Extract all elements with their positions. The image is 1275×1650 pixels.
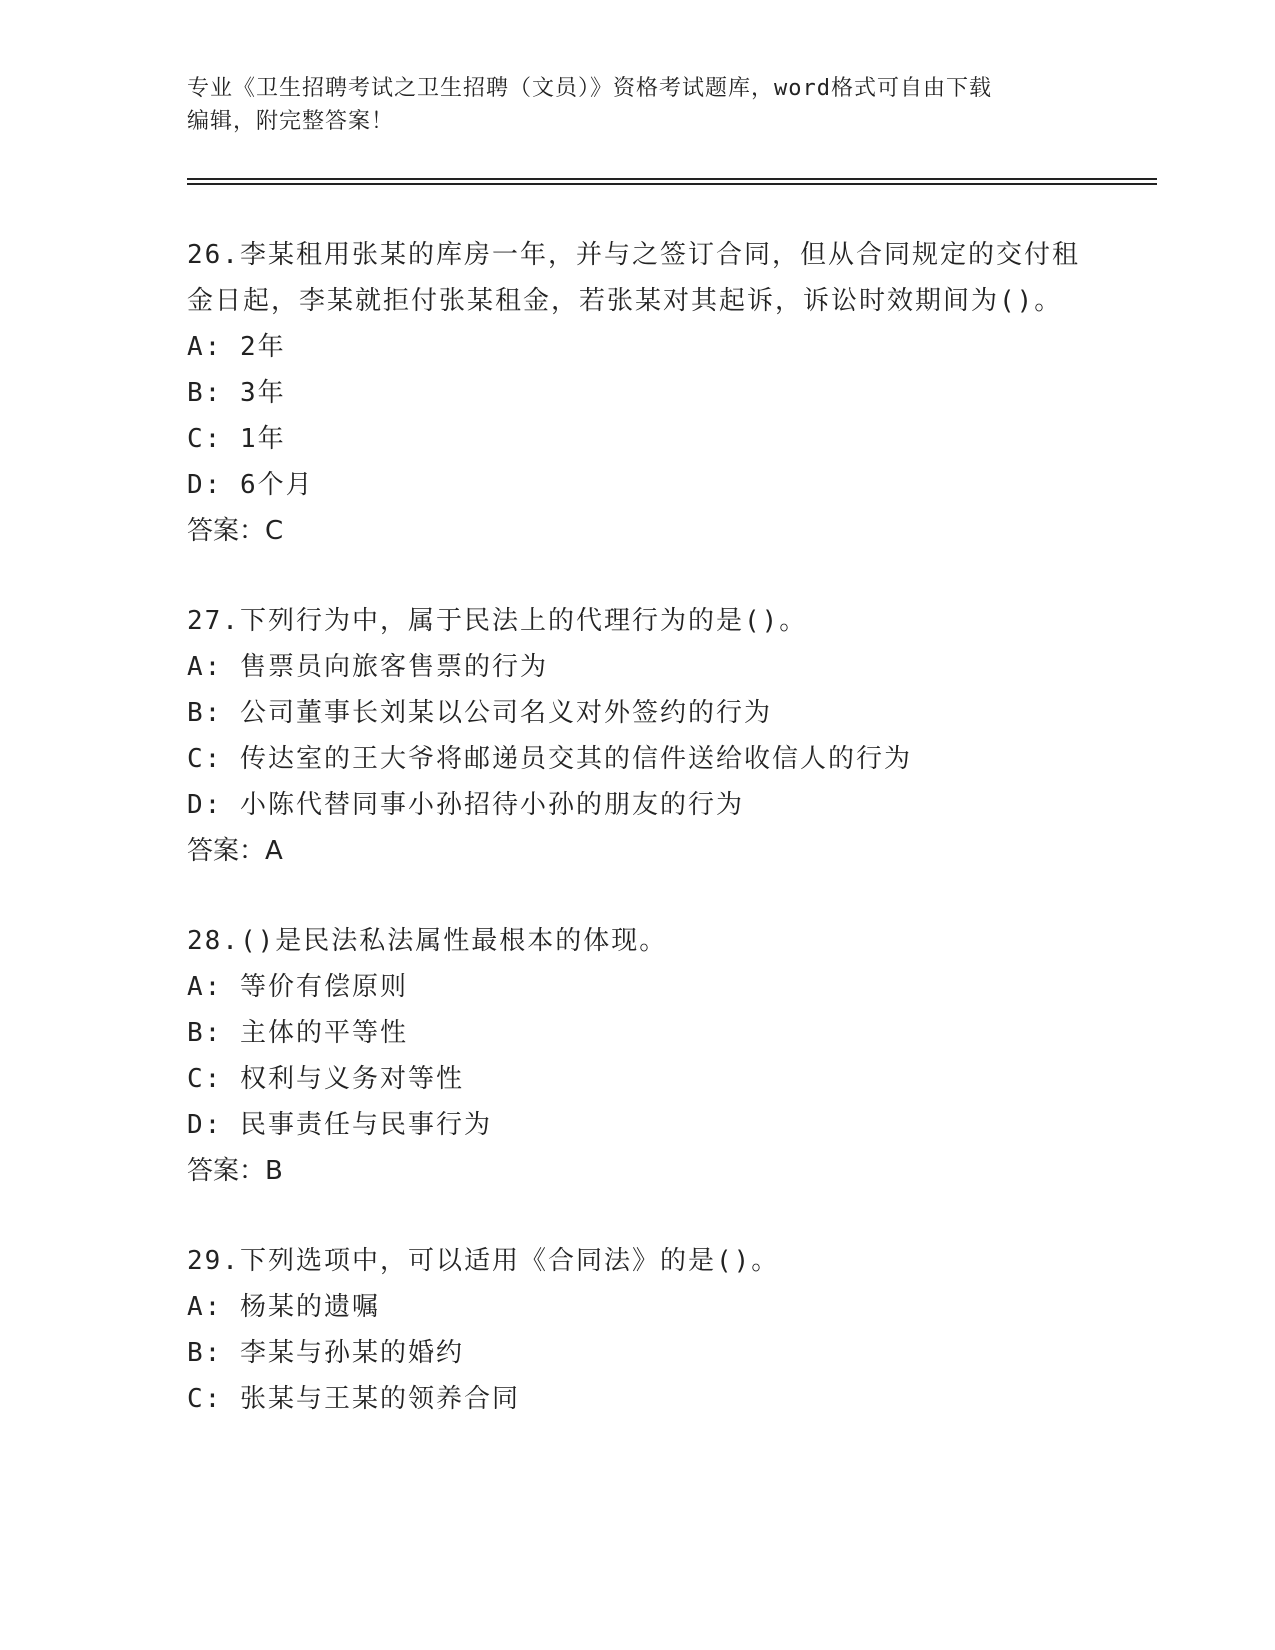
option-c: C: 传达室的王大爷将邮递员交其的信件送给收信人的行为: [187, 744, 912, 774]
option-a: A: 杨某的遗嘱: [187, 1292, 380, 1322]
header-line-1: 专业《卫生招聘考试之卫生招聘（文员）》资格考试题库，word格式可自由下载: [187, 76, 992, 101]
option-c: C: 1年: [187, 424, 286, 454]
answer: 答案：B: [187, 1156, 283, 1186]
question-28: [187, 918, 1087, 1194]
answer: 答案：A: [187, 836, 283, 866]
question-list: [187, 232, 1087, 1466]
question-stem: 29.下列选项中，可以适用《合同法》的是()。: [187, 1246, 780, 1276]
option-a: A: 等价有偿原则: [187, 972, 408, 1002]
option-a: A: 2年: [187, 332, 286, 362]
option-d: D: 小陈代替同事小孙招待小孙的朋友的行为: [187, 790, 744, 820]
document-header: [187, 72, 1067, 138]
question-29: [187, 1238, 1087, 1422]
header-divider-top: [187, 178, 1157, 180]
option-d: D: 民事责任与民事行为: [187, 1110, 492, 1140]
question-stem: 27.下列行为中，属于民法上的代理行为的是()。: [187, 606, 808, 636]
question-26: [187, 232, 1087, 554]
option-b: B: 主体的平等性: [187, 1018, 408, 1048]
answer: 答案：C: [187, 516, 284, 546]
option-b: B: 公司董事长刘某以公司名义对外签约的行为: [187, 698, 772, 728]
question-stem: 28.()是民法私法属性最根本的体现。: [187, 926, 668, 956]
option-b: B: 3年: [187, 378, 286, 408]
option-c: C: 权利与义务对等性: [187, 1064, 464, 1094]
header-line-2: 编辑，附完整答案！: [187, 109, 395, 134]
header-divider-bottom: [187, 183, 1157, 185]
question-stem: 26.李某租用张某的库房一年，并与之签订合同，但从合同规定的交付租金日起，李某就拒付张某租金，若张某对其起诉，诉讼时效期间为()。: [187, 240, 1080, 316]
question-27: [187, 598, 1087, 874]
option-b: B: 李某与孙某的婚约: [187, 1338, 464, 1368]
option-d: D: 6个月: [187, 470, 314, 500]
option-c: C: 张某与王某的领养合同: [187, 1384, 520, 1414]
option-a: A: 售票员向旅客售票的行为: [187, 652, 548, 682]
